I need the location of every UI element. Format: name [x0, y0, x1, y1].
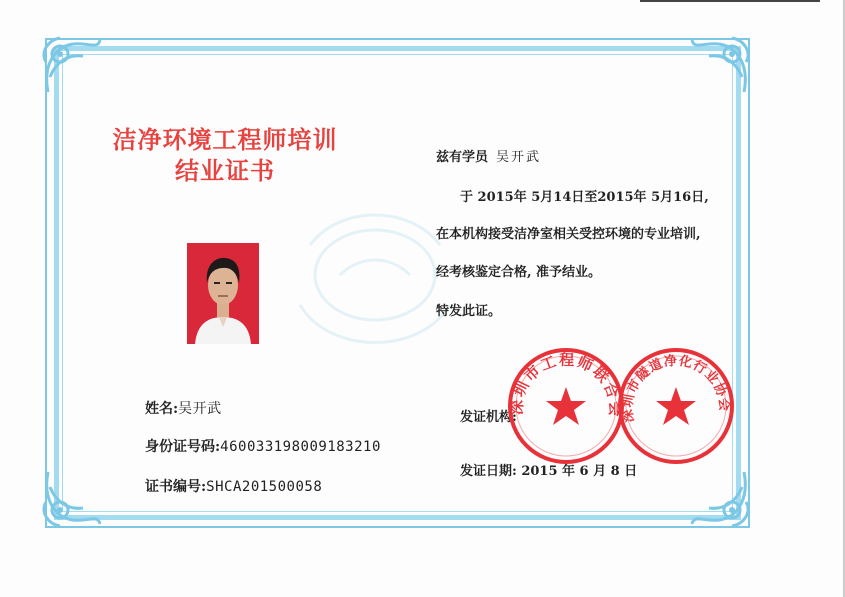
name-field [145, 398, 222, 418]
body-line-5: 特发此证。 [436, 304, 502, 319]
corner-ornament-icon [38, 32, 108, 102]
corner-ornament-icon [684, 462, 754, 532]
scan-edge-top [640, 0, 820, 2]
star-icon [546, 387, 586, 425]
seal-engineers-association [505, 345, 627, 467]
name-value: 吴开武 [178, 401, 222, 417]
star-icon [656, 387, 696, 425]
seal-text: 深圳市隧道净化行业协会 [620, 353, 732, 424]
body-line-2: 于 2015年 5月14日至2015年 5月16日, [460, 190, 709, 205]
title-line-1: 洁净环境工程师培训 [112, 125, 338, 154]
corner-ornament-icon [684, 32, 754, 102]
body-line-3: 在本机构接受洁净室相关受控环境的专业培训, [436, 227, 701, 242]
id-field [145, 436, 381, 456]
cert-number-label: 证书编号: [145, 479, 207, 495]
id-value: 460033198009183210 [220, 439, 381, 455]
cert-number-field [145, 476, 322, 496]
body-line-4: 经考核鉴定合格, 准予结业。 [436, 265, 602, 280]
seal-purification-association [615, 345, 737, 467]
name-label: 姓名: [145, 401, 179, 417]
student-prefix: 兹有学员 [436, 150, 489, 165]
student-name: 吴开武 [496, 150, 542, 165]
seal-text: 深圳市工程师联合会 [507, 350, 625, 419]
certificate-title [100, 124, 350, 186]
body-line-1 [436, 146, 541, 165]
student-photo [187, 243, 259, 344]
id-label: 身份证号码: [145, 439, 221, 455]
cert-number-value: SHCA201500058 [206, 479, 323, 495]
title-line-2: 结业证书 [175, 156, 275, 185]
corner-ornament-icon [38, 462, 108, 532]
issue-date: 发证日期: 2015 年 6 月 8 日 [460, 464, 638, 479]
issuer-label: 发证机构: [460, 410, 517, 425]
